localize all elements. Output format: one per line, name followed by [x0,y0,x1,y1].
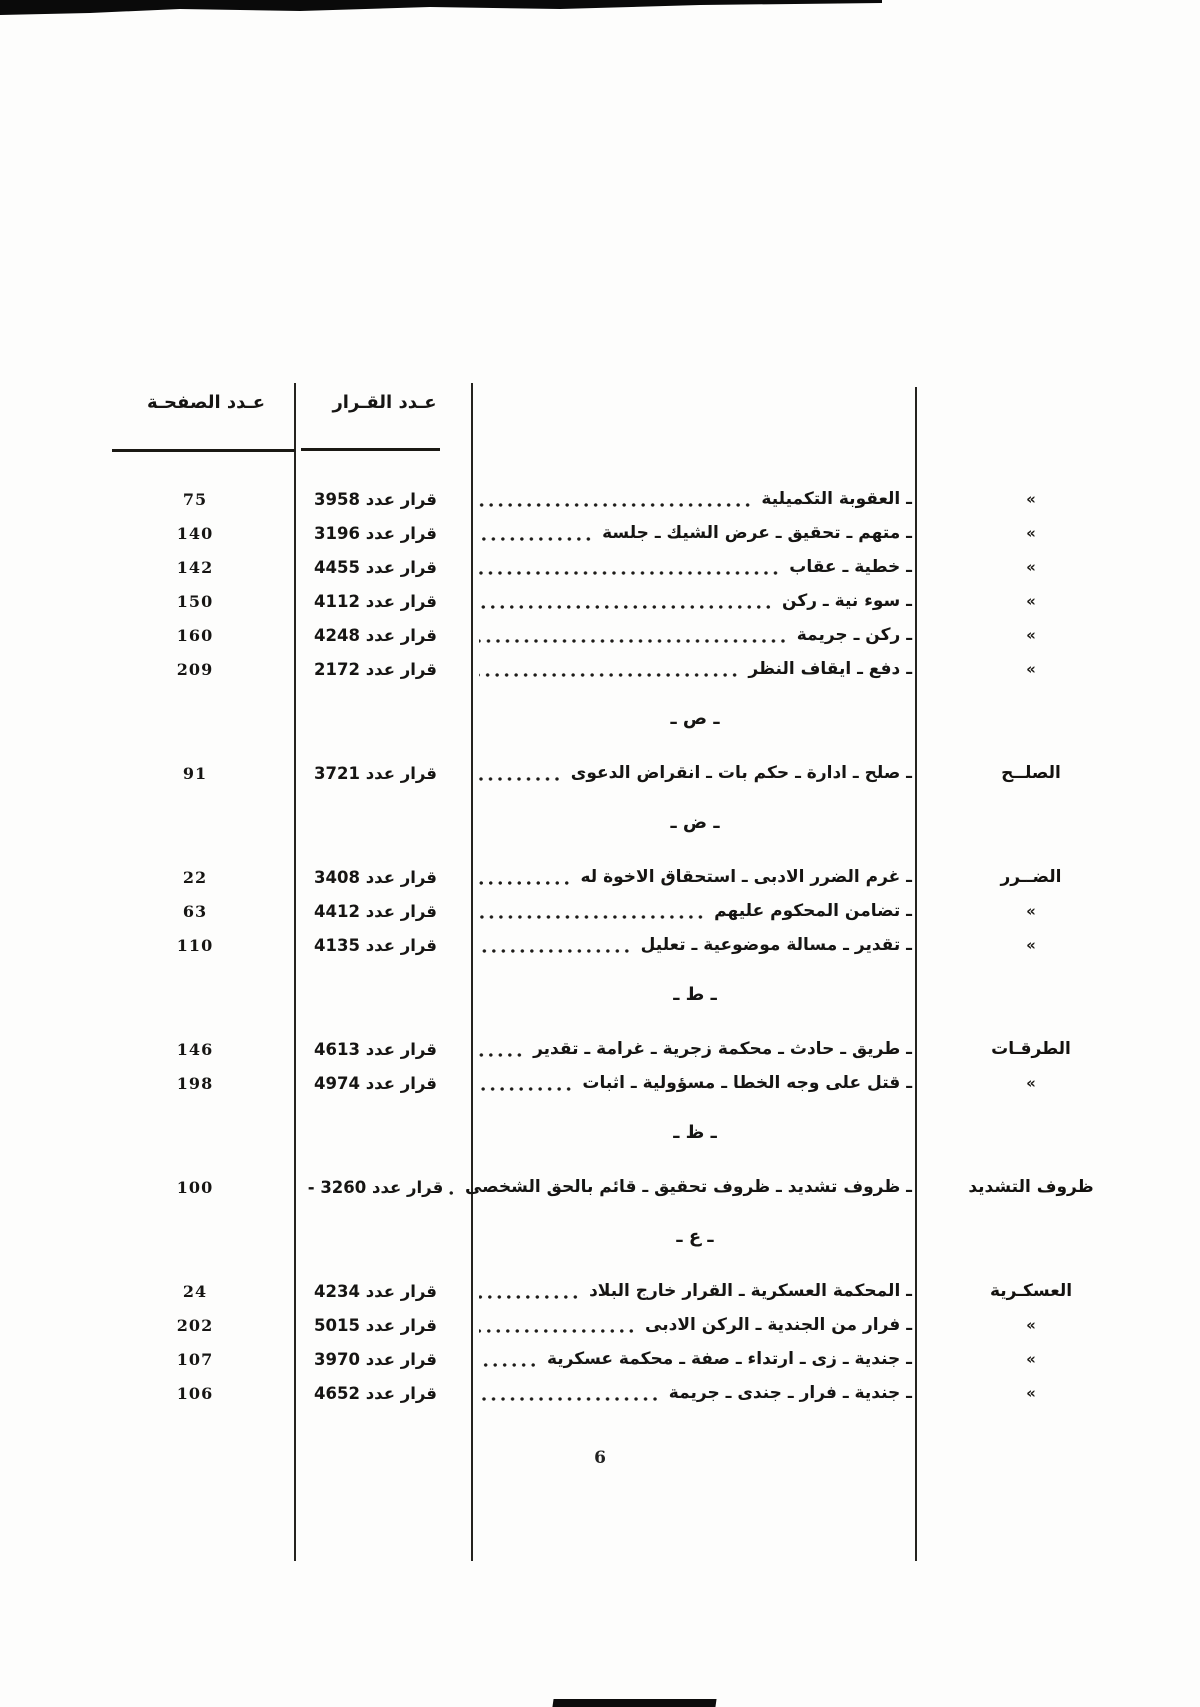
category-label: ظروف التشديد [968,1177,1094,1197]
section-letter-heading: ـ ض ـ [670,812,720,833]
decision-number: قرار عدد 4412 [314,901,437,921]
entry-text: ـ متهم ـ تحقيق ـ عرض الشيك ـ جلسة [602,523,912,543]
entry-cell [473,550,917,584]
entry-text: ـ ركن ـ جريمة [796,625,912,645]
dotted-leader [479,534,593,544]
page-number: 198 [176,1073,214,1093]
decision-number: قرار عدد 4974 [314,1073,437,1093]
index-row [116,550,1145,584]
index-row [116,482,1145,516]
table-header [116,391,473,449]
decision-number: قرار عدد 4455 [314,557,437,577]
category-label: » [1026,1350,1036,1368]
dotted-leader [479,568,780,578]
scan-artifact-bottom [552,1699,716,1707]
decision-number: قرار عدد 3721 [314,763,437,783]
index-row [116,1170,1145,1204]
page-number: 202 [176,1315,214,1335]
index-table-body [116,451,1145,1410]
entry-cell [473,1308,917,1342]
entry-cell [473,860,917,894]
category-label: الصلــح [1001,763,1061,783]
entry-cell [473,1342,917,1376]
entry-text: ـ جندية ـ فرار ـ جندى ـ جريمة [668,1383,912,1403]
decision-number: قرار عدد 3196 [314,523,437,543]
dotted-leader [479,1394,660,1404]
page-number: 160 [176,625,214,645]
page-number: 24 [182,1281,208,1301]
entry-text: ـ جندية ـ زى ـ ارتداء ـ صفة ـ محكمة عسكرية [546,1349,912,1369]
dotted-leader [479,912,705,922]
page-number: 140 [176,523,214,543]
dotted-leader [479,1326,636,1336]
index-row [116,618,1145,652]
dotted-leader [479,946,632,956]
entry-cell [473,1032,917,1066]
index-row [116,928,1145,962]
category-label: العسكـرية [989,1281,1073,1301]
decision-number: قرار عدد 3970 [314,1349,437,1369]
index-row [116,1066,1145,1100]
category-label: » [1026,1074,1036,1092]
page-number: 22 [182,867,208,887]
entry-text: ـ ظروف تشديد ـ ظروف تحقيق ـ قائم بالحق الشخصى [464,1177,912,1197]
page-number: 107 [176,1349,214,1369]
page-number: 150 [176,591,214,611]
entry-text: ـ سوء نية ـ ركن [782,591,912,611]
page-number: 142 [176,557,214,577]
entry-cell [473,1274,917,1308]
page-number: 110 [176,935,214,955]
index-row [116,1308,1145,1342]
dotted-leader [479,636,788,646]
dotted-leader [479,500,752,510]
decision-number: قرار عدد 3958 [314,489,437,509]
entry-text: ـ طريق ـ حادث ـ محكمة زجرية ـ غرامة ـ تقدير [533,1039,912,1059]
index-row [116,756,1145,790]
entry-cell [464,1170,917,1204]
entry-text: ـ دفع ـ ايقاف النظر [748,659,912,679]
footer-page-number: 6 [594,1448,606,1468]
index-row [116,516,1145,550]
entry-cell [473,584,917,618]
category-label: » [1026,592,1036,610]
entry-cell [473,1376,917,1410]
entry-cell [473,894,917,928]
entry-cell [473,928,917,962]
entry-text: ـ قتل على وجه الخطا ـ مسؤولية ـ اثبات [582,1073,912,1093]
entry-cell [473,516,917,550]
category-label: » [1026,626,1036,644]
category-label: » [1026,1316,1036,1334]
section-letter-heading: ـ ظ ـ [673,1122,717,1143]
page-number: 106 [176,1383,214,1403]
page-number: 63 [182,901,208,921]
category-label: » [1026,660,1036,678]
page-number: 75 [182,489,208,509]
category-label: » [1026,1384,1036,1402]
category-label: » [1026,490,1036,508]
entry-text: ـ العقوبة التكميلية [761,489,912,509]
index-row [116,860,1145,894]
index-row [116,1032,1145,1066]
section-letter-heading: ـ ص ـ [670,708,720,729]
index-row [116,652,1145,686]
dotted-leader [479,1292,580,1302]
section-letter-heading: ـ ط ـ [673,984,717,1005]
category-label: » [1026,902,1036,920]
decision-number: قرار عدد 4248 [314,625,437,645]
decision-number: قرار عدد 5015 [314,1315,437,1335]
index-row [116,1342,1145,1376]
dotted-leader [479,1050,524,1060]
index-row [116,584,1145,618]
category-label: الطرقـات [991,1039,1071,1059]
decision-number-column-header: عـدد القـرار [332,392,437,413]
page-number: 91 [182,763,208,783]
index-row [116,1376,1145,1410]
decision-number: قرار عدد 3260 - [307,1177,444,1197]
entry-text: ـ خطية ـ عقاب [789,557,912,577]
decision-number: قرار عدد 2172 [314,659,437,679]
page-number-column-header: عـدد الصفحـة [146,392,265,413]
entry-text: ـ غرم الضرر الادبى ـ استحقاق الاخوة له [580,867,912,887]
entry-text: ـ المحكمة العسكرية ـ القرار خارج البلاد [589,1281,912,1301]
page-number: 209 [176,659,214,679]
entry-text: ـ فرار من الجندية ـ الركن الادبى [645,1315,912,1335]
entry-text: ـ تقدير ـ مسالة موضوعية ـ تعليل [640,935,912,955]
decision-number: قرار عدد 4135 [314,935,437,955]
index-row [116,1274,1145,1308]
entry-cell [473,618,917,652]
entry-cell [473,652,917,686]
decision-number: قرار عدد 3408 [314,867,437,887]
entry-cell [473,482,917,516]
category-label: » [1026,936,1036,954]
page-number: 100 [176,1177,214,1197]
dotted-leader [479,1360,538,1370]
dotted-leader [479,670,739,680]
dotted-leader [479,602,773,612]
dotted-leader [479,774,562,784]
category-label: الضــرر [1000,867,1062,887]
index-row [116,894,1145,928]
decision-number: قرار عدد 4234 [314,1281,437,1301]
entry-cell [473,756,917,790]
entry-cell [473,1066,917,1100]
entry-text: ـ صلح ـ ادارة ـ حكم بات ـ انقراض الدعوى [570,763,912,783]
decision-number: قرار عدد 4652 [314,1383,437,1403]
decision-number: قرار عدد 4112 [314,591,437,611]
dotted-leader [479,878,572,888]
entry-text: ـ تضامن المحكوم عليهم [714,901,912,921]
decision-number: قرار عدد 4613 [314,1039,437,1059]
scan-artifact-top [0,0,1200,16]
category-label: » [1026,524,1036,542]
section-letter-heading: ـ ع ـ [676,1226,714,1247]
dotted-leader [479,1084,573,1094]
page-number: 146 [176,1039,214,1059]
category-label: » [1026,558,1036,576]
